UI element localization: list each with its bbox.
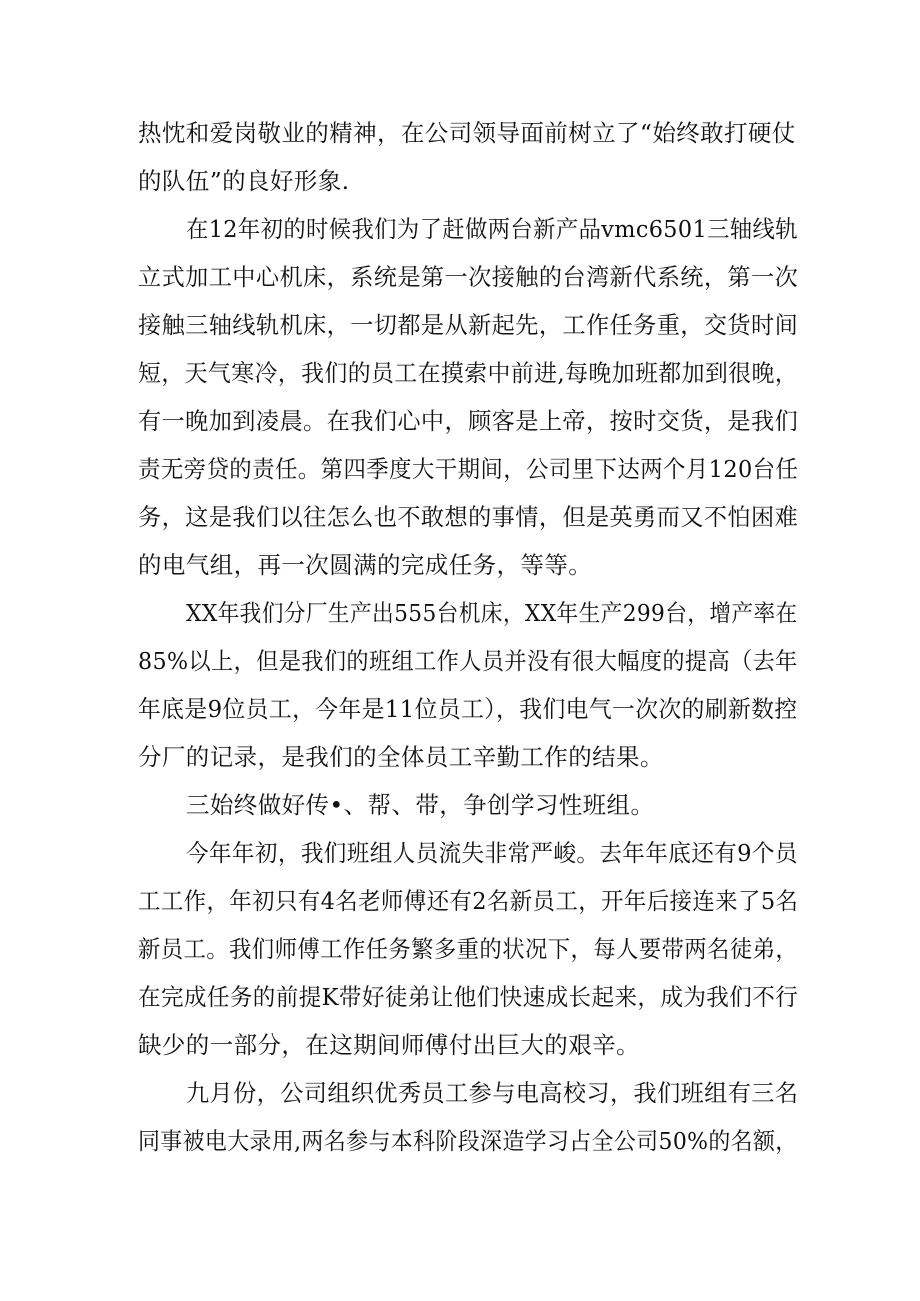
text-line: 务，这是我们以往怎么也不敢想的事情，但是英勇而又不怕困难 (138, 503, 799, 531)
text-line: 短，天气寒冷，我们的员工在摸索中前进,每晚加班都加到很晚， (138, 359, 799, 387)
text-line: 分厂的记录，是我们的全体员工辛勤工作的结果。 (138, 743, 664, 771)
text-line: 年底是9位员工，今年是11位员工），我们电气一次次的刷新数控 (138, 695, 798, 723)
text-line: 工工作，年初只有4名老师傅还有2名新员工，开年后接连来了5名 (138, 887, 799, 915)
text-line: 立式加工中心机床，系统是第一次接触的台湾新代系统，第一次 (138, 263, 799, 291)
text-line: 85%以上，但是我们的班组工作人员并没有很大幅度的提高（去年 (138, 647, 798, 675)
paragraph-first-line: XX年我们分厂生产出555台机床，XX年生产299台，增产率在 (186, 599, 798, 627)
section-heading: 三始终做好传•、帮、带，争创学习性班组。 (186, 791, 655, 819)
text-line: 接触三轴线轨机床，一切都是从新起先，工作任务重，交货时间 (138, 311, 799, 339)
text-line: 的电气组，再一次圆满的完成任务，等等。 (138, 551, 593, 579)
text-line: 热忱和爱岗敬业的精神，在公司领导面前树立了“始终敢打硬仗 (138, 119, 796, 147)
text-line: 在完成任务的前提K带好徒弟让他们快速成长起来，成为我们不行 (138, 983, 799, 1011)
text-line: 新员工。我们师傅工作任务繁多重的状况下，每人要带两名徒弟， (138, 935, 799, 963)
text-line: 责无旁贷的责任。第四季度大干期间，公司里下达两个月120台任 (138, 455, 799, 483)
text-line: 缺少的一部分，在这期间师傅付出巨大的艰辛。 (138, 1031, 640, 1059)
paragraph-first-line: 在12年初的时候我们为了赶做两台新产品vmc6501三轴线轨 (186, 215, 798, 243)
text-line: 同事被电大录用,两名参与本科阶段深造学习占全公司50%的名额， (138, 1127, 798, 1155)
text-line: 有一晚加到凌晨。在我们心中，顾客是上帝，按时交货，是我们 (138, 407, 799, 435)
paragraph-first-line: 今年年初，我们班组人员流失非常严峻。去年年底还有9个员 (186, 839, 798, 867)
paragraph-first-line: 九月份，公司组织优秀员工参与电高校习，我们班组有三名 (186, 1079, 799, 1107)
text-line: 的队伍”的良好形象. (138, 167, 350, 195)
